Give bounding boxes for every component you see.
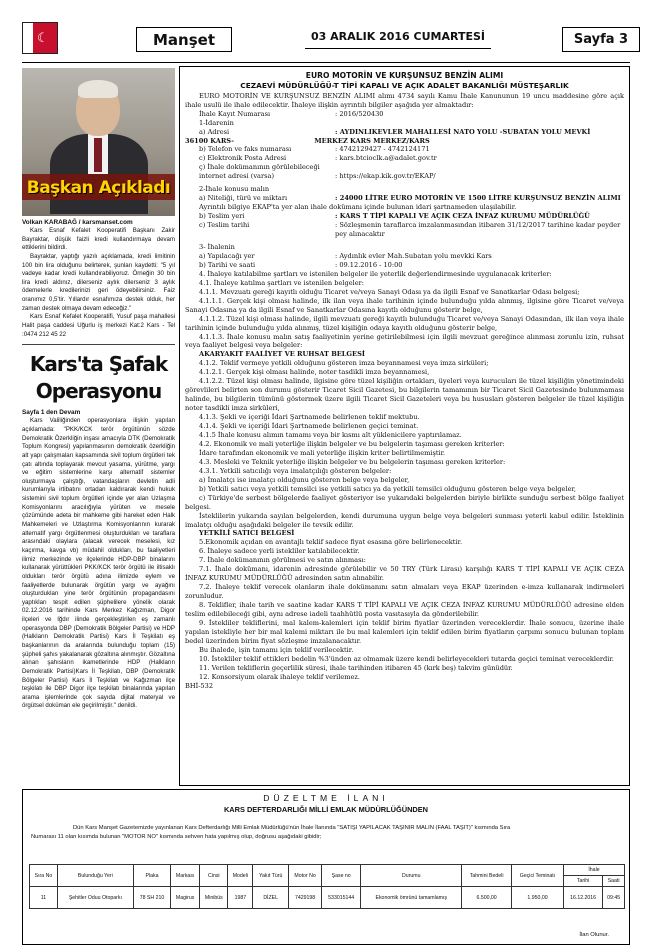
column-header: Motor No — [289, 865, 322, 887]
notice-clause: 12. Konsorsiyum olarak ihaleye teklif verilemez. — [199, 672, 360, 681]
column-header: Tahmini Bedeli — [462, 865, 512, 887]
column-header: Yakıt Türü — [253, 865, 289, 887]
notice-clause: 7.2. İhaleye teklif verecek olanların ihale dokümanını satın almaları veya EKAP üzerinden e-imza kullanarak indirmeleri zorunludur. — [185, 583, 624, 601]
column-header: Şase no — [322, 865, 361, 887]
vehicle-table — [29, 864, 625, 909]
table-cell: Şehitler Oduu Otoparkı — [57, 887, 133, 909]
column-header: Saati — [603, 876, 625, 887]
notice-clause: 7. İhale dokümanının görülmesi ve satın alınması: — [199, 556, 366, 565]
notice-clause: İdare tarafından ekonomik ve mali yeterliğe ilişkin kriter belirtilmemiştir. — [199, 448, 446, 457]
correction-title: DÜZELTME İLANI — [263, 793, 389, 803]
column-divider — [22, 344, 175, 345]
notice-clause: 4.1.1. Mevzuatı gereği kayıtlı olduğu Ticaret ve/veya Sanayi Odası ya da ilgili Esnaf ve Sanatkarlar Odası belgesi; — [199, 287, 580, 296]
notice-clause: 9. İstekliler tekliflerini, mal kalem-kalemleri için teklif birim fiyatlar üzerinden vereceklerdir. İhale sonucu, üzerine ihale yapılan istekliyle her bir mal kalemi miktarı ile bu mal kalemleri için teklif edilen birim fiyatların çarpımı sonucu bulunan toplam bedel üzerinden birim fiyat sözleşme imzalanacaktır. — [185, 619, 624, 645]
article-byline: Volkan KARABAĞ / karsmanset.com — [22, 219, 133, 226]
column-header: Bulunduğu Yeri — [57, 865, 133, 887]
column-header: Geçici Teminatı — [512, 865, 564, 887]
notice-clauses — [185, 270, 624, 682]
notice-body: EURO MOTORİN VE KURŞUNSUZ BENZİN ALIMI alımı 4734 sayılı Kamu İhale Kanununun 19 uncu maddesine göre açık ihale usulü ile ihale edilecektir. İhaleye ilişkin ayrıntılı bilgiler aşağıda yer almaktadır: İhale Kayıt Numarası : 2016/520430 1-İdarenin a) Adresi : AYDINLIKEVLER MAHALLESİ NATO YOLU -SUBATAN YOLU MEVKİ 36100 KARS- MERKEZ KARS MERKEZ/KARS b) Telefon ve faks numarası : 4742129427 - 4742124171 c) Elektronik Posta Adresi : kars.btcioclk.a@adalet.gov.tr ç) İhale dokümanının görülebileceği internet adresi (varsa) : https://ekap.kik.gov.tr/EKAP/ 2-İhale konusu malın a) Niteliği, türü ve miktarı : 24000 LİTRE EURO MOTORİN VE 1500 LİTRE KURŞUNSUZ BENZİN ALIMI Ayrıntılı bilgiye EKAP'ta yer alan ihale dokümanı içinde bulunan idari şartnameden ulaşılabilir. b) Teslim yeri : KARS T TİPİ KAPALI VE AÇIK CEZA İNFAZ KURUMU MÜDÜRLÜĞÜ c) Teslim tarihi : Sözleşmenin taraflarca imzalanmasından itibaren 31/12/2017 tarihine kadar peyder pey alınacaktır 3- İhalenin a) Yapılacağı yer : Aydınlık evler Mah.Subatan yolu mevkki Kars b) Tarihi ve saati : 09.12.2016 - 10:00 4. İhaleye katılabilme şartları ve istenilen belgeler ile yeterlik değerlendirmesinde uygulanacak kriterler: 4.1. İhaleye katılma şartları ve istenilen belgeler: 4.1.1. Mevzuatı gereği kayıtlı olduğu Ticaret ve/veya Sanayi Odası ya da ilgili Esnaf ve Sanatkarlar Odası belgesi; 4.1.1.1. Gerçek kişi olması halinde, ilk ilan veya ihale tarihinin içinde bulunduğu yılda alınmış, ilgisine göre Ticaret ve/veya Sanayi Odasına ya da ilgili Esnaf ve Sanatkarlar Odasına kayıtlı olduğunu gösterir belge, 4.1.1.2. Tüzel kişi olması halinde, ilgili mevzuatı gereği kayıtlı bulunduğu Ticaret ve/veya Sanayi Odasından, ilk ilan veya ihale tarihinin içinde bulunduğu yılda alınmış, tüzel kişiliğin odaya kayıtlı olduğunu gösterir belge, 4.1.1.3. İhale konusu malın satış faaliyetinin yerine getirilebilmesi için ilgili mevzuat gereğince alınması zorunlu izin, ruhsat veya faaliyet belgesi veya belgeler: AKARYAKIT FAALİYET VE RUHSAT BELGESİ 4.1.2. Teklif vermeye yetkili olduğunu gösteren imza beyannamesi veya imza sirküleri; 4.1.2.1. Gerçek kişi olması halinde, noter tasdikli imza beyannamesi, 4.1.2.2. Tüzel kişi olması halinde, ilgisine göre tüzel kişiliğin ortakları, üyeleri veya kurucuları ile tüzel kişiliğin yönetimindeki görevlileri belirten son durumu gösterir Ticaret Sicil Gazetesi, bu bilgilerin tamamının bir Ticaret Sicil Gazetesinde bulunmaması halinde, bu bilgilerin tümünü göstermek üzere ilgili Ticaret Sicil Gazeteleri veya bu hususları gösteren belgeler ile tüzel kişiliğin noter tasdikli imza sirküleri, 4.1.3. Şekli ve içeriği İdari Şartnamede belirlenen teklif mektubu. 4.1.4. Şekli ve içeriği İdari Şartnamede belirlenen geçici teminat. 4.1.5 İhale konusu alımın tamamı veya bir kısmı alt yüklenicilere yaptırılamaz. 4.2. Ekonomik ve mali yeterliğe ilişkin belgeler ve bu belgelerin taşıması gereken kriterler: İdare tarafından ekonomik ve mali yeterliğe ilişkin kriter belirtilmemiştir. 4.3. Mesleki ve Teknik yeterliğe ilişkin belgeler ve bu belgelerin taşıması gereken kriterler: 4.3.1. Yetkili satıcılığı veya imalatçılığı gösteren belgeler: a) İmalatçı ise imalatçı olduğunu gösteren belge veya belgeler, b) Yetkili satıcı veya yetkili temsilci ise yetkili satıcı ya da yetkili temsilci olduğunu gösteren belge veya belgeler, c) Türkiye'de serbest bölgelerde faaliyet gösteriyor ise yukarıdaki belgelerden biriyle birlikte sunduğu serbest bölge faaliyet belgesi. İsteklilerin yukarıda sayılan belgelerden, kendi durumuna uygun belge veya belgeleri sunması yeterli kabul edilir. İsteklinin imalatçı olduğu aşağıdaki belgeler ile tevsik edilir. YETKİLİ SATICI BELGESİ 5.Ekonomik açıdan en avantajlı teklif sadece fiyat esasına göre belirlenecektir. 6. İhaleye sadece yerli istekliler katılabilecektir. 7. İhale dokümanının görülmesi ve satın alınması: 7.1. İhale dokümanı, idarenin adresinde görülebilir ve 50 TRY (Türk Lirası) karşılığı KARS T TİPİ KAPALI VE AÇIK CEZA İNFAZ KURUMU MÜDÜRLÜĞÜ adresinden satın alınabilir. 7.2. İhaleye teklif verecek olanların ihale dokümanını satın almaları veya EKAP üzerinden e-imza kullanarak indirmeleri zorunludur. 8. Teklifler, ihale tarih ve saatine kadar KARS T TİPİ KAPALI VE AÇIK CEZA İNFAZ KURUMU MÜDÜRLÜĞÜ adresine elden teslim edilebileceği gibi, aynı adrese iadeli taahhütlü posta vasıtasıyla da gönderilebilir. 9. İstekliler tekliflerini, mal kalem-kalemleri için teklif birim fiyatlar üzerinden vereceklerdir. İhale sonucu, üzerine ihale yapılan istekliyle her bir mal kalemi miktarı ile bu mal kalemleri için teklif edilen birim fiyatların çarpımı sonucu bulunan toplam bedel üzerinden birim fiyat sözleşme imzalanacaktır. Bu ihalede, işin tamamı için teklif verilecektir. 10. İstekliler teklif ettikleri bedelin %3'ünden az olmamak üzere kendi belirleyecekleri tutarda geçici teminat vereceklerdir. 11. Verilen tekliflerin geçerlilik süresi, ihale tarihinden itibaren 45 (kırk beş) takvim günüdür. 12. Konsorsiyum olarak ihaleye teklif verilemez. BHİ-532 — [185, 91, 624, 690]
notice-ref: BHİ-532 — [185, 681, 214, 690]
notice-clause: 8. Teklifler, ihale tarih ve saatine kadar KARS T TİPİ KAPALI VE AÇIK CEZA İNFAZ KURUMU MÜDÜRLÜĞÜ adresine elden teslim edilebileceği gibi, aynı adrese iadeli taahhütlü posta vasıtasıyla da gönderilebilir. — [185, 601, 624, 619]
header-rule — [22, 62, 630, 63]
notice-clause: Bu ihalede, işin tamamı için teklif verilecektir. — [199, 645, 354, 654]
table-cell: 1.950,00 — [512, 887, 564, 909]
table-cell: 1987 — [228, 887, 253, 909]
table-row — [30, 887, 625, 909]
issue-date: 03 ARALIK 2016 CUMARTESİ — [305, 24, 491, 49]
notice-clause: YETKİLİ SATICI BELGESİ — [199, 529, 295, 538]
correction-text: Dün Kars Manşet Gazetemizde yayınlanan Kars Defterdarlığı Milli Emlak Müdürlüğü'nün İhale İlanında "SATIŞI YAPILACAK TAŞINIR MALIN (FAAL TAŞIT)" kısmında Sıra Numarası 11 olan kısımda bulunan "MOTOR NO" kısmında sehven hata yapılmış olup, doğrusu aşağıdaki gibidir; — [31, 825, 511, 841]
notice-clause: 4.1.1.1. Gerçek kişi olması halinde, ilk ilan veya ihale tarihinin içinde bulunduğu yılda alınmış, ilgisine göre Ticaret ve/veya Sanayi Odasına ya da ilgili Esnaf ve Sanatkarlar Odasına kayıtlı olduğunu gösterir belge, — [185, 296, 624, 314]
notice-clause: 4.1.1.2. Tüzel kişi olması halinde, ilgili mevzuatı gereği kayıtlı bulunduğu Ticaret ve/veya Sanayi Odasından, ilk ilan veya ihale tarihinin içinde bulunduğu yılda alınmış, tüzel kişiliğin odaya kayıtlı olduğunu gösterir belge, — [185, 314, 624, 332]
notice-clause: 5.Ekonomik açıdan en avantajlı teklif sadece fiyat esasına göre belirlenecektir. — [199, 538, 463, 547]
notice-clause: 4.1. İhaleye katılma şartları ve istenilen belgeler: — [199, 278, 364, 287]
table-cell: Minibüs — [200, 887, 228, 909]
notice-clause: 4.1.1.3. İhale konusu malın satış faaliyetinin yerine getirilebilmesi için ilgili mevzuat gereğince alınması zorunlu izin, ruhsat veya faaliyet belgesi veya belgeler: — [185, 332, 624, 350]
president-photo — [22, 68, 175, 216]
flag-logo — [22, 22, 58, 54]
notice-clause: 4.1.5 İhale konusu alımın tamamı veya bir kısmı alt yüklenicilere yaptırılamaz. — [199, 431, 462, 439]
correction-subtitle: KARS DEFTERDARLIĞI MİLLİ EMLAK MÜDÜRLÜĞÜNDEN — [223, 805, 429, 814]
continued-label: Sayfa 1 den Devam — [22, 409, 81, 417]
column-group-header: İhale — [563, 865, 624, 876]
table-cell: 6.500,00 — [462, 887, 512, 909]
page-header — [22, 22, 630, 62]
notice-clause: 4.1.4. Şekli ve içeriği İdari Şartnamede belirlenen geçici teminat. — [199, 422, 419, 431]
notice-clause: İsteklilerin yukarıda sayılan belgelerden, kendi durumuna uygun belge veya belgeleri sunması yeterli kabul edilir. İsteklinin imalatçı olduğu aşağıdaki belgeler ile tevsik edilir. — [185, 511, 624, 529]
column-header: Sıra No — [30, 865, 58, 887]
notice-clause: 4.1.2.2. Tüzel kişi olması halinde, ilgisine göre tüzel kişiliğin ortakları, üyeleri veya kurucuları ile tüzel kişiliğin yönetimindeki görevlileri belirten son durumu gösterir Ticaret Sicil Gazetesi, bu bilgilerin tamamının bir Ticaret Sicil Gazetesinde bulunmaması halinde, bu bilgilerin tümünü göstermek üzere ilgili Ticaret Sicil Gazeteleri veya bu hususları gösteren belgeler ile tüzel kişiliğin noter tasdikli imza sirküleri, — [185, 377, 624, 413]
notice-clause: 4.1.3. Şekli ve içeriği İdari Şartnamede belirlenen teklif mektubu. — [199, 413, 420, 422]
notice-title: EURO MOTORİN VE KURŞUNSUZ BENZİN ALIMI CEZAEVİ MÜDÜRLÜĞÜ-T TİPİ KAPALI VE AÇIK ADALET BAKANLIĞI MÜSTEŞARLIK — [240, 71, 569, 90]
notice-clause: 4. İhaleye katılabilme şartları ve istenilen belgeler ile yeterlik değerlendirmesinde uygulanacak kriterler: — [199, 269, 552, 278]
column-header: Durumu — [361, 865, 462, 887]
article-operasyon: Kars Valiliğinden operasyonlara ilişkin yapılan açıklamada: "PKK/KCK terör örgütünün sözde Demokratik Özerkliğin inşası amacıyla DTK (Demokratik Toplum Kongresi) yapılanmasının demokratik özerkliğin alt yapı çalışmaları kapsamında sivil toplum örgütleri tek çatı altında toplayarak mevcut yasama, yürütme, yargı ve eğitim sistemlerine karşı alternatif sistemler oluşturmaya çalıştığı, vatandaşların devletin adli kurumlarıyla irtibatını ortadan kaldırarak kendi hukuk sistemini sivil toplum örgütleri içinde yer alan Uzlaşma Komisyonlarını aracılığıyla yürüten ve mesele çözümünde adeta bir mahkeme gibi hareket eden Halk Mahkemeleri ve Uzlaştırma Komisyonlarının kurarak alternatif yargı örgütlenmesi oluşturdukları ve taraflara arasındaki olaylara (alacak verecek meselesi, kız kaçırma, kavga vb) müdahil oldukları, bu faaliyetleri ilimiz merkezinde ve ilçelerinde HDP-DBP binalarını kullanarak yürüttükleri PKK/KCK terör örgütü ile iltisaklı oldukları terör örgütü adına ilimizde eylem ve faaliyetlerde bulunarak örgütün yargı ve ayağını oluşturdukları yine terör örgütünün propagandasını yaptıkları tespit edilen şüphelilere yönelik olarak 02.12.2016 tarihinde Kars Merkez Kağızman, Digor ilçeleri ve Iğdır ilinde gerçekleştirilen eş zamanlı operasyonda DBP (Demokratik Bölgeler Partisi) ve HDP (Halkların Demokratik Partisi) Kars İl Teşkilatı eş başkanlarının da aralarında bulunduğu toplam (15) şüpheli şahıs yakalanarak gözaltına alınmıştır. Gözaltına alınan şahısların ikametlerinde HDP (Halkların Demokratik Partisi)Kars İl Teşkilatı, DBP (Demokratik Bölgeler Partisi) Kars İl Teşkilatı ve Kağızman ilçe teşkilatı ile DBP Digor ilçe teşkilatı binalarında yapılan arama işlemlerinde çok sayıda dijital materyal ve örgütsel doküman ele geçirilmiştir." denildi. — [22, 417, 175, 710]
notice-clause: 11. Verilen tekliflerin geçerlilik süresi, ihale tarihinden itibaren 45 (kırk beş) takvim günüdür. — [199, 663, 513, 672]
notice-clause: AKARYAKIT FAALİYET VE RUHSAT BELGESİ — [199, 350, 365, 359]
notice-clause: 6. İhaleye sadece yerli istekliler katılabilecektir. — [199, 547, 360, 556]
table-cell: 09:45 — [603, 887, 625, 909]
table-cell: 16.12.2016 — [563, 887, 602, 909]
table-cell: DİZEL — [253, 887, 289, 909]
article-kefalet: Kars Esnaf Kefalet Kooperatifi Başkanı Zakir Bayraktar, düşük faizli kredi kullandırmaya devam ettiklerini bildirdi. Bayraktar, yaptığı yazılı açıklamada, kredi limitinin 100 bin lira olduğunu belirterek, şunları kaydetti: "5 yıl vadeye kadar kredi kullandırabiliyoruz. Örneğin 30 bin lira kredi aldınız, dilerseniz aylık dilerseniz 3 aylık ödemelerle kredilerinizi geri ödeyebilirsiniz. Faiz oranımız 0,5’tir. Yıllardır esnafımıza destek olduk, her zaman destek olmaya devam edeceğiz.” Kars Esnaf Kefalet Kooperatifi, Yusuf paşa mahallesi Halit paşa caddesi Uğurlu iş merkezi Kat:2 Kars - Tel :0474 212 45 22 — [22, 227, 175, 338]
notice-clause: a) İmalatçı ise imalatçı olduğunu gösteren belge veya belgeler, — [199, 475, 410, 484]
page-number: Sayfa 3 — [562, 27, 640, 52]
section-label: Manşet — [136, 27, 232, 52]
notice-clause: b) Yetkili satıcı veya yetkili temsilci ise yetkili satıcı ya da yetkili temsilci olduğunu gösteren belge veya belgeler, — [199, 484, 576, 493]
column-header: Modeli — [228, 865, 253, 887]
table-cell: 78 SH 210 — [133, 887, 170, 909]
headline-safak: Kars'ta Şafak Operasyonu — [29, 352, 168, 404]
column-header: Markası — [171, 865, 200, 887]
notice-clause: 4.3.1. Yetkili satıcılığı veya imalatçılığı gösteren belgeler: — [199, 466, 392, 475]
table-cell: Ekonomik ömrünü tamamlamış — [361, 887, 462, 909]
column-header: Cinsi — [200, 865, 228, 887]
notice-clause: 4.1.2.1. Gerçek kişi olması halinde, noter tasdikli imza beyannamesi, — [199, 368, 430, 377]
notice-clause: 4.2. Ekonomik ve mali yeterliğe ilişkin belgeler ve bu belgelerin taşıması gereken kriterler: — [199, 439, 505, 448]
notice-clause: 7.1. İhale dokümanı, idarenin adresinde görülebilir ve 50 TRY (Türk Lirası) karşılığı KARS T TİPİ KAPALI VE AÇIK CEZA İNFAZ KURUMU MÜDÜRLÜĞÜ adresinden satın alınabilir. — [185, 565, 624, 583]
table-cell: 533015144 — [322, 887, 361, 909]
notice-clause: 4.3. Mesleki ve Teknik yeterliğe ilişkin belgeler ve bu belgelerin taşıması gereken kriterler: — [199, 457, 506, 466]
crescent-icon: ☾ — [37, 31, 49, 46]
notice-clause: 10. İstekliler teklif ettikleri bedelin %3'ünden az olmamak üzere kendi belirleyecekleri tutarda geçici teminat vereceklerdir. — [199, 654, 614, 663]
tender-notice — [179, 66, 630, 786]
notice-clause: c) Türkiye'de serbest bölgelerde faaliyet gösteriyor ise yukarıdaki belgelerden biriyle birlikte sunduğu serbest bölge faaliyet belgesi. — [185, 493, 624, 511]
correction-notice — [22, 789, 630, 945]
notice-clause: 4.1.2. Teklif vermeye yetkili olduğunu gösteren imza beyannamesi veya imza sirküleri; — [199, 359, 489, 368]
photo-headline: Başkan Açıkladı — [26, 178, 171, 198]
table-cell: 11 — [30, 887, 58, 909]
left-column — [22, 68, 175, 711]
column-header: Plaka — [133, 865, 170, 887]
correction-footer: İlan Olunur. — [579, 932, 609, 938]
table-cell: 7429198 — [289, 887, 322, 909]
table-cell: Magirus — [171, 887, 200, 909]
column-header: Tarihi — [563, 876, 602, 887]
